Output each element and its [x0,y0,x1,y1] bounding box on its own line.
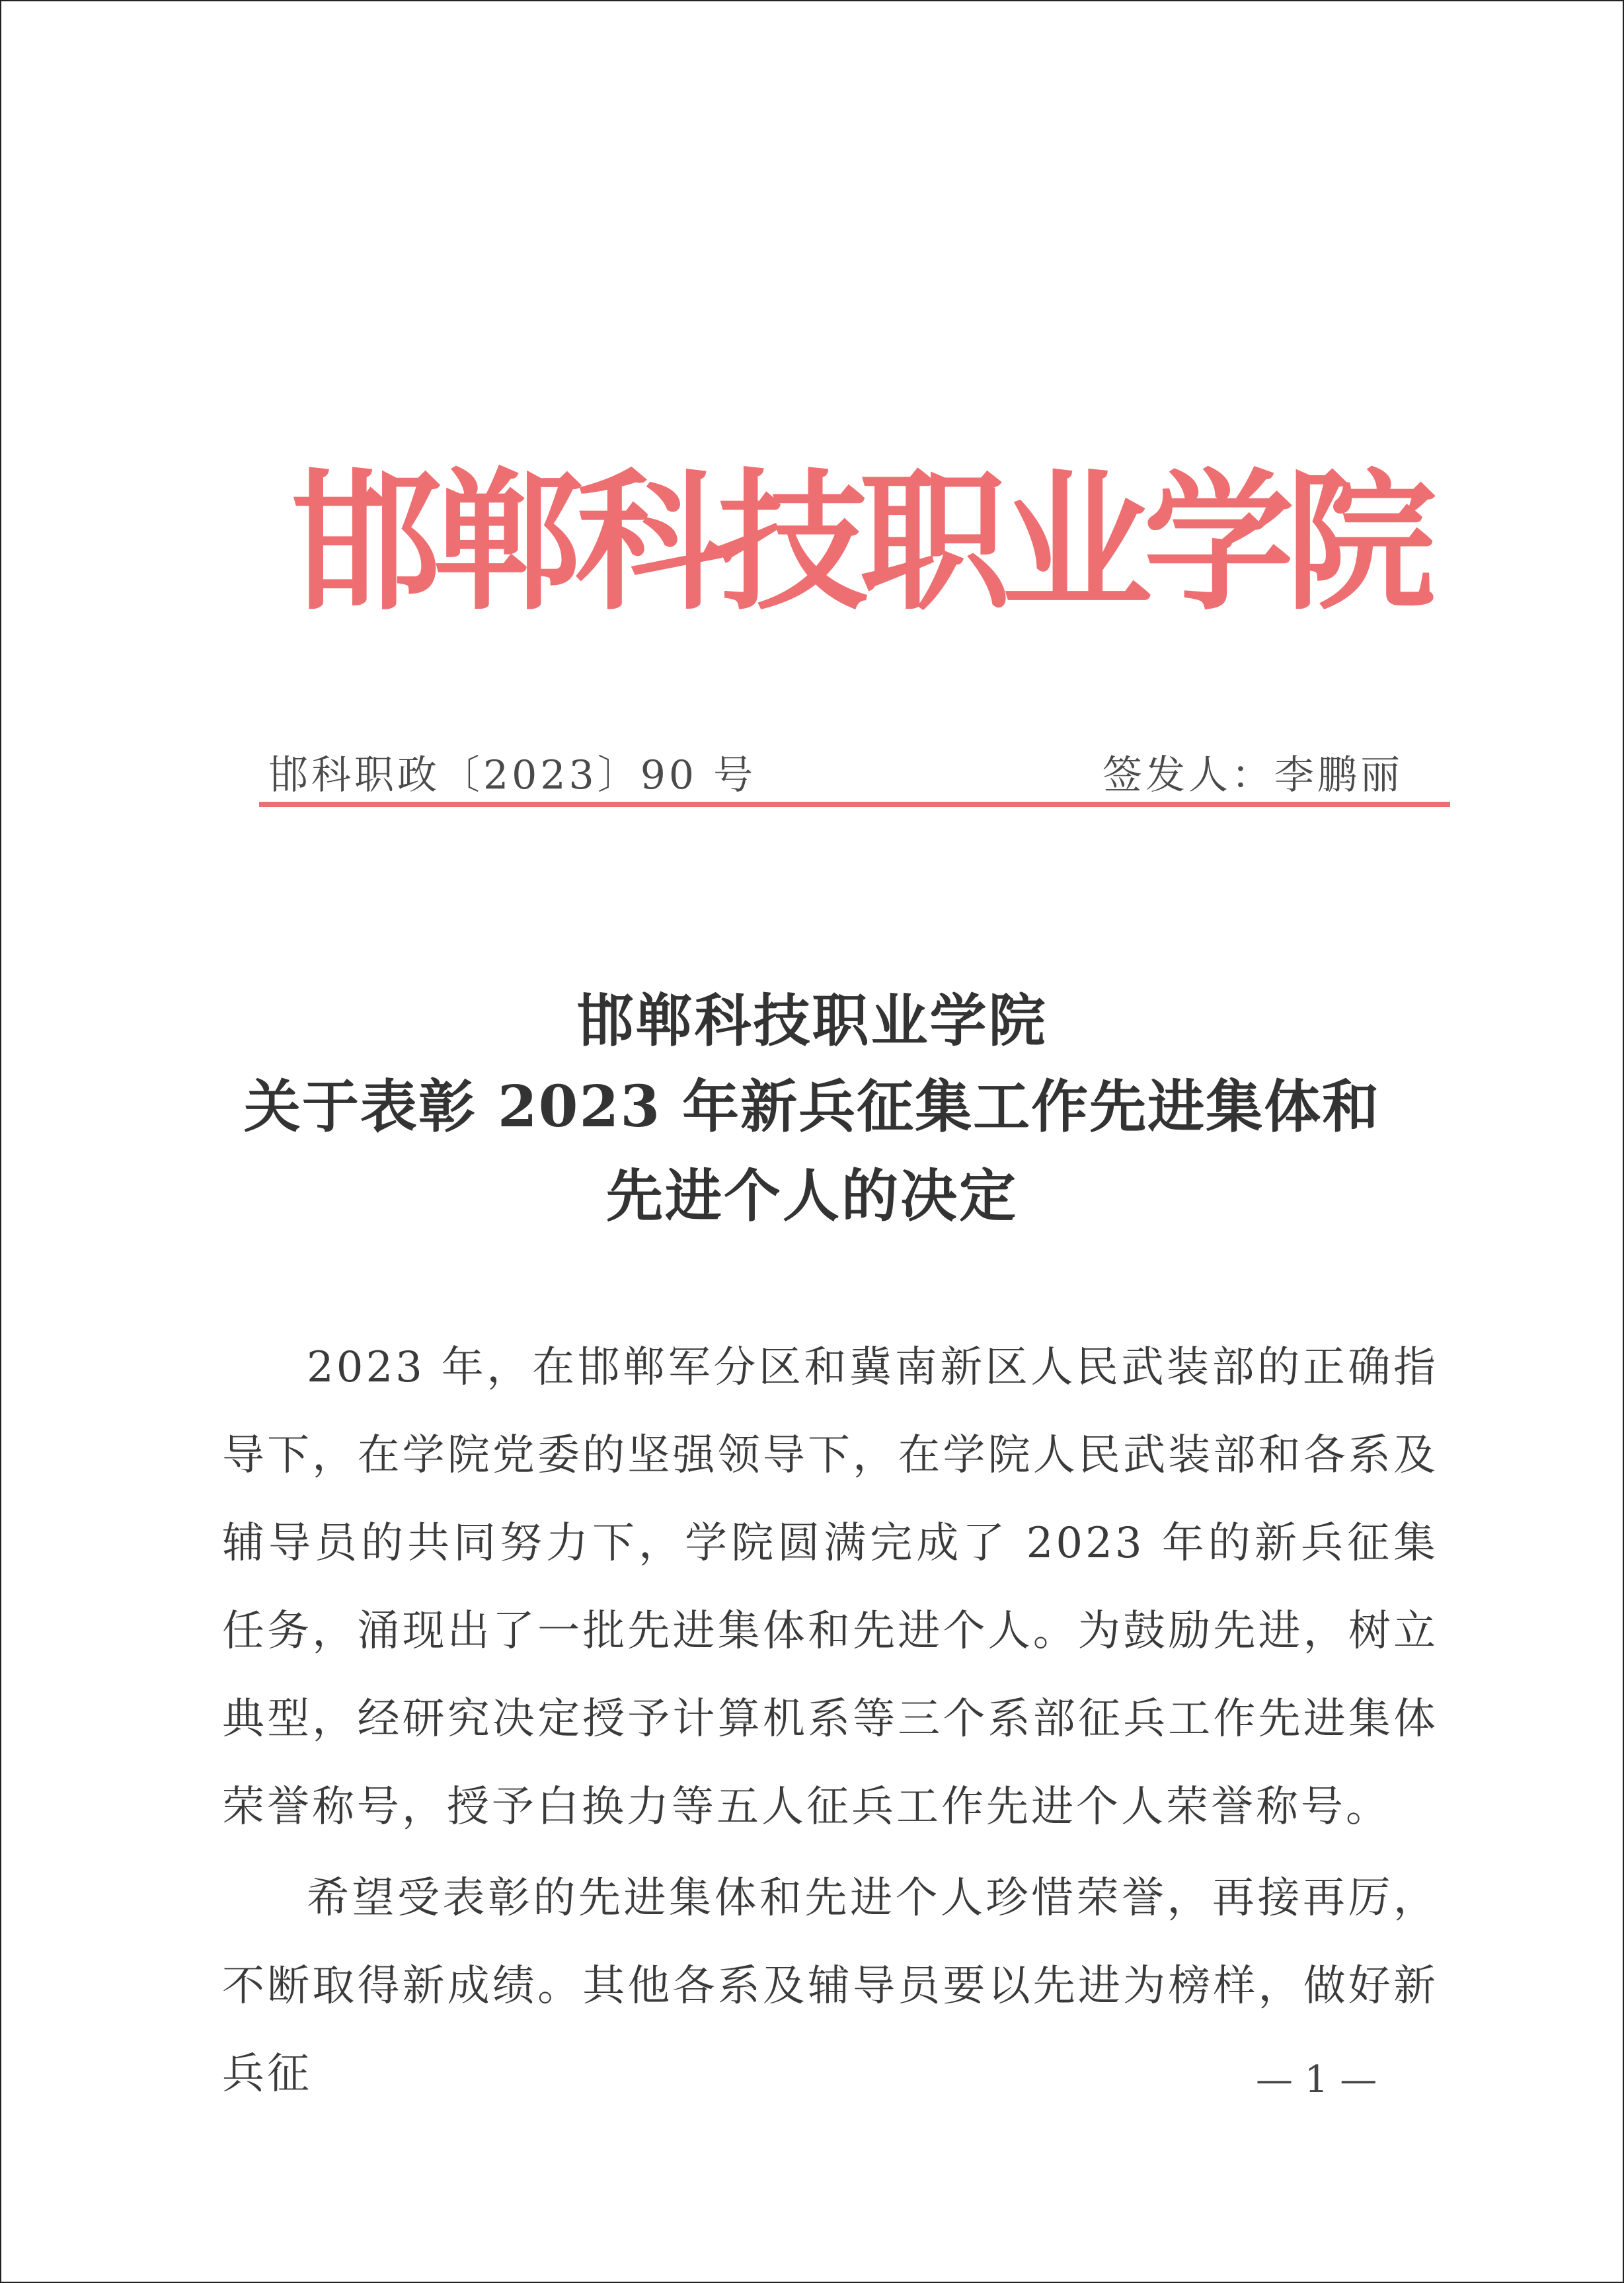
masthead-char: 职 [859,453,1010,631]
document-number: 邯科职政〔2023〕90 号 [268,752,757,798]
body-paragraph-2: 希望受表彰的先进集体和先进个人珍惜荣誉，再接再厉，不断取得新成绩。其他各系及辅导员要以先进为榜样，做好新兵征 [222,1874,1438,2099]
title-line-3: 先进个人的决定 [606,1163,1018,1229]
masthead-char: 技 [717,453,868,631]
masthead-char: 学 [1143,453,1294,631]
masthead-char: 院 [1286,453,1436,631]
masthead-char: 科 [575,453,726,631]
page-number: — 1 — [1256,2058,1377,2101]
title-line-2: 关于表彰 2023 年新兵征集工作先进集体和 [243,1073,1381,1140]
issuer-signature: 签发人：李鹏丽 [1102,752,1403,798]
red-divider-line [259,802,1450,807]
masthead-char: 郸 [433,453,584,631]
title-line-1: 邯郸科技职业学院 [576,987,1048,1054]
masthead-title [291,453,1436,631]
masthead-char: 业 [1001,453,1152,631]
body-paragraph-1: 2023 年，在邯郸军分区和冀南新区人民武装部的正确指导下，在学院党委的坚强领导下，在学院人民武装部和各系及辅导员的共同努力下，学院圆满完成了 2023 年的新兵征集任务，涌现出了一批先进集体和先进个人。为鼓励先进，树立典型，经研究决定授予计算机系等三个系部征兵工作先进集体荣誉称号，授予白换力等五人征兵工作先进个人荣誉称号。 [222,1343,1438,1832]
masthead-char: 邯 [291,453,442,631]
